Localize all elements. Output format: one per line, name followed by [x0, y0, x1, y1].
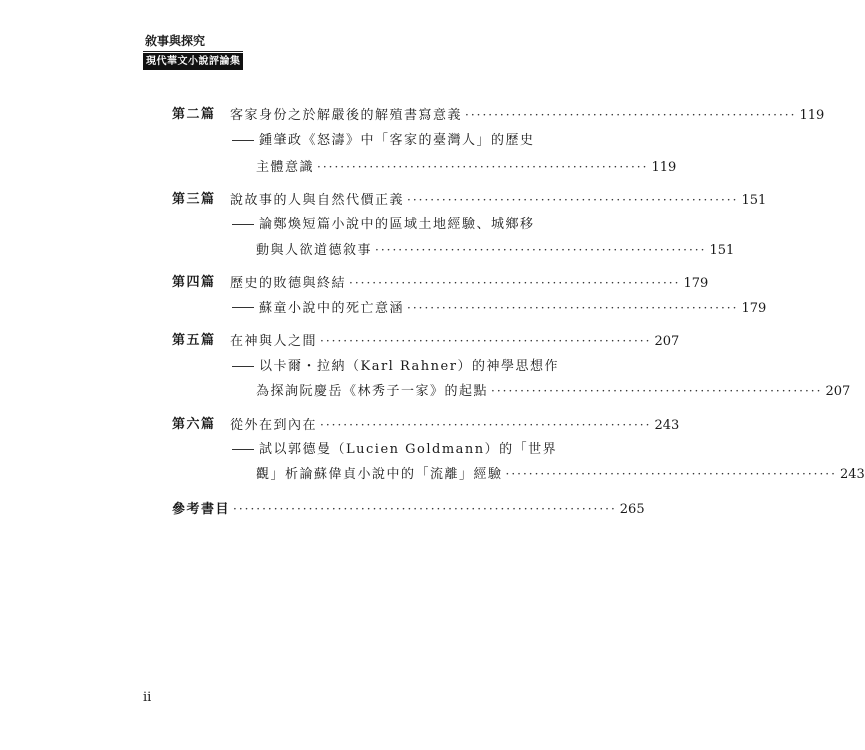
chapter-title-line [230, 103, 825, 127]
page-number: 265 [619, 502, 645, 517]
chapter-title: 客家身份之於解嚴後的解殖書寫意義 [230, 108, 463, 123]
chapter-label: 第三篇 [172, 192, 216, 207]
subtitle-line [259, 296, 767, 320]
subtitle-line [259, 129, 572, 153]
toc-entry-bibliography [172, 497, 645, 521]
subtitle-line [256, 462, 865, 486]
page-number: 119 [651, 160, 677, 175]
chapter-title-line [230, 329, 680, 353]
bibliography-label: 參考書目 [172, 502, 231, 517]
page-number: 243 [654, 418, 680, 433]
chapter-label: 第四篇 [172, 275, 216, 290]
subtitle-line [256, 155, 677, 179]
page-number: 207 [825, 384, 851, 399]
subtitle-text: 論鄭煥短篇小說中的區域土地經驗、城鄉移 [259, 217, 535, 232]
subtitle-text: 為探詢阮慶岳《林秀子一家》的起點 [256, 384, 489, 399]
subtitle-text: 鍾肇政《怒濤》中「客家的臺灣人」的歷史 [259, 133, 535, 148]
subtitle-text: 以卡爾・拉納（Karl Rahner）的神學思想作 [259, 359, 559, 374]
page-number: 119 [799, 108, 825, 123]
subtitle-line [256, 238, 735, 262]
chapter-title-line [230, 188, 767, 212]
toc-subtitle-line [172, 355, 572, 379]
dot-leader: ·································································· [233, 502, 617, 516]
toc-entry-title [172, 271, 709, 295]
chapter-title: 在神與人之間 [230, 334, 318, 349]
toc-subtitle-line [172, 438, 572, 462]
chapter-title: 歷史的敗德與終結 [230, 276, 347, 291]
page-folio: ii [143, 690, 152, 705]
subtitle-line [256, 379, 851, 403]
em-dash [232, 366, 254, 367]
subtitle-text: 主體意識 [256, 160, 315, 175]
chapter-title: 說故事的人與自然代價正義 [230, 193, 405, 208]
em-dash [232, 224, 254, 225]
toc-subtitle-line [172, 238, 735, 262]
book-title: 敘事與探究 [145, 34, 206, 48]
toc-subtitle-line [172, 213, 572, 237]
toc-entry-title [172, 329, 680, 353]
subtitle-text: 觀」析論蘇偉貞小說中的「流離」經驗 [256, 467, 503, 482]
running-header [143, 34, 243, 70]
chapter-label: 第六篇 [172, 417, 216, 432]
dot-leader: ························································· [317, 160, 649, 174]
page-number: 151 [741, 193, 767, 208]
em-dash [232, 307, 254, 308]
header-rule [143, 51, 243, 52]
chapter-title-line [230, 413, 680, 437]
toc-entry-title [172, 188, 767, 212]
subtitle-line [259, 438, 572, 462]
dot-leader: ························································· [375, 243, 707, 257]
series-title: 現代華文小說評論集 [143, 53, 243, 70]
chapter-label: 第二篇 [172, 107, 216, 122]
dot-leader: ························································· [320, 418, 652, 432]
dot-leader: ························································· [407, 301, 739, 315]
subtitle-text: 動與人欲道德敘事 [256, 243, 373, 258]
subtitle-line [259, 355, 572, 379]
dot-leader: ························································· [320, 334, 652, 348]
page-number: 151 [709, 243, 735, 258]
toc-subtitle-line [172, 296, 767, 320]
toc-subtitle-line [172, 379, 851, 403]
em-dash [232, 140, 254, 141]
subtitle-text: 試以郭德曼（Lucien Goldmann）的「世界 [259, 442, 558, 457]
toc-subtitle-line [172, 462, 865, 486]
toc-subtitle-line [172, 129, 572, 153]
dot-leader: ························································· [505, 467, 837, 481]
subtitle-text: 蘇童小說中的死亡意涵 [259, 301, 405, 316]
page-number: 207 [654, 334, 680, 349]
toc-entry-title [172, 413, 680, 437]
dot-leader: ························································· [349, 276, 681, 290]
page-number: 179 [683, 276, 709, 291]
dot-leader: ························································· [491, 384, 823, 398]
chapter-title-line [230, 271, 709, 295]
page-number: 243 [839, 467, 865, 482]
bibliography-line [172, 497, 645, 521]
chapter-label: 第五篇 [172, 333, 216, 348]
page-number: 179 [741, 301, 767, 316]
toc-entry-title [172, 103, 825, 127]
em-dash [232, 449, 254, 450]
chapter-title: 從外在到內在 [230, 418, 318, 433]
subtitle-line [259, 213, 572, 237]
dot-leader: ························································· [465, 108, 797, 122]
dot-leader: ························································· [407, 193, 739, 207]
toc-subtitle-line [172, 155, 677, 179]
